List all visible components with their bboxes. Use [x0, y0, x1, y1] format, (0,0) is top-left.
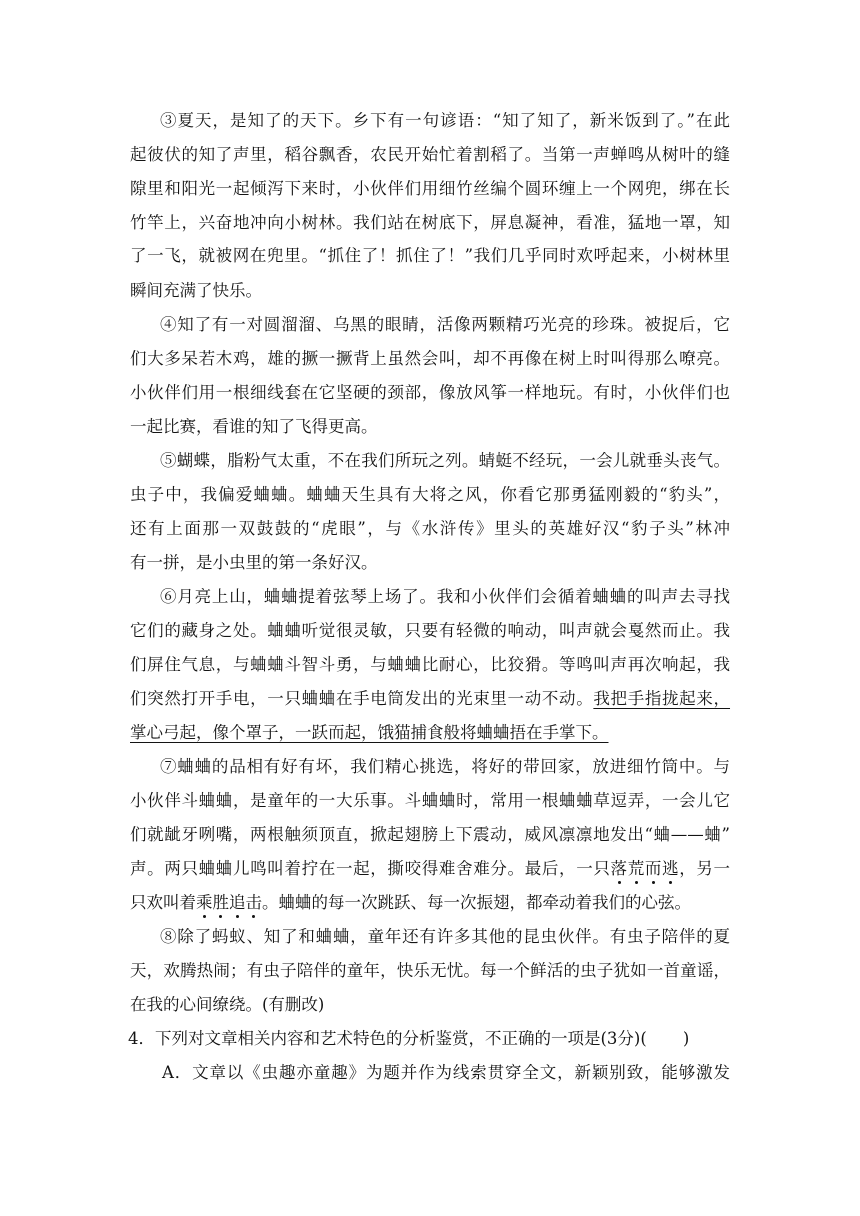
underlined-sentence-part-2: 掌心弓起，像个罩子，一跃而起，饿猫捕食般将蛐蛐捂在手掌下。: [130, 723, 609, 742]
dotted-phrase-1: [611, 859, 680, 878]
paragraph-6-line-2: 它们的藏身之处。蛐蛐听觉很灵敏，只要有轻微的响动，叫声就会戛然而止。我: [130, 621, 730, 640]
paragraph-7-line-5-head: 只欢叫着: [130, 893, 196, 912]
emphasis-dot-char: 落: [610, 859, 628, 878]
paragraph-4-line-1: ④知了有一对圆溜溜、乌黑的眼睛，活像两颗精巧光亮的珍珠。被捉后，它: [160, 315, 730, 334]
paragraph-3-line-1: ③夏天，是知了的天下。乡下有一句谚语：“知了知了，新米饭到了。”在此: [160, 111, 730, 130]
paragraph-3-line-5: 了一飞，就被网在兜里。“抓住了！抓住了！”我们几乎同时欢呼起来，小树林里: [130, 246, 730, 265]
paragraph-5-line-4: 有一拼，是小虫里的第一条好汉。: [130, 553, 378, 572]
paragraph-7-line-4-text: 声。两只蛐蛐儿鸣叫着拧在一起，撕咬得难舍难分。最后，一只: [130, 859, 611, 878]
paragraph-6-line-4-text: 们突然打开手电，一只蛐蛐在手电筒发出的光束里一动不动。: [130, 689, 594, 708]
question-4-option-a: A．文章以《虫趣亦童趣》为题并作为线索贯穿全文，新颖别致，能够激发: [162, 1063, 730, 1082]
emphasis-dot-char: 逃: [662, 859, 680, 878]
paragraph-7-line-2: 小伙伴斗蛐蛐，是童年的一大乐事。斗蛐蛐时，常用一根蛐蛐草逗弄，一会儿它: [130, 791, 730, 810]
paragraph-7-line-3: 们就龇牙咧嘴，两根触须顶直，掀起翅膀上下震动，威风凛凛地发出“蛐——蛐”: [130, 825, 730, 844]
question-4-close-paren: ): [682, 1029, 690, 1048]
emphasis-dot-char: 击: [245, 893, 262, 912]
emphasis-dot-char: 追: [229, 893, 246, 912]
paragraph-5-line-3: 还有上面那一双鼓鼓的“虎眼”，与《水浒传》里头的英雄好汉“豹子头”林冲: [130, 519, 730, 538]
paragraph-3-line-2: 起彼伏的知了声里，稻谷飘香，农民开始忙着割稻了。当第一声蝉鸣从树叶的缝: [130, 145, 730, 164]
paragraph-7-line-4-tail: ，另一: [679, 859, 731, 878]
paragraph-5-line-2: 虫子中，我偏爱蛐蛐。蛐蛐天生具有大将之风，你看它那勇猛刚毅的“豹头”，: [130, 485, 730, 504]
emphasis-dot-char: 乘: [196, 893, 213, 912]
paragraph-4-line-3: 小伙伴们用一根细线套在它坚硬的颈部，像放风筝一样地玩。有时，小伙伴们也: [130, 383, 730, 402]
paragraph-8-line-2: 天，欢腾热闹；有虫子陪伴的童年，快乐无忧。每一个鲜活的虫子犹如一首童谣，: [130, 961, 730, 980]
question-4-text: 4．下列对文章相关内容和艺术特色的分析鉴赏，不正确的一项是(3分)(: [128, 1029, 647, 1048]
paragraph-8-line-1: ⑧除了蚂蚁、知了和蛐蛐，童年还有许多其他的昆虫伙伴。有虫子陪伴的夏: [160, 927, 730, 946]
paragraph-7-line-1: ⑦蛐蛐的品相有好有坏，我们精心挑选，将好的带回家，放进细竹筒中。与: [160, 757, 730, 776]
paragraph-7-line-5: [130, 893, 730, 913]
paragraph-3-line-6: 瞬间充满了快乐。: [130, 281, 262, 300]
paragraph-4-line-2: 们大多呆若木鸡，雄的撅一撅背上虽然会叫，却不再像在树上时叫得那么嘹亮。: [130, 349, 730, 368]
paragraph-8-line-3: 在我的心间缭绕。(有删改): [130, 995, 325, 1014]
paragraph-3-line-3: 隙里和阳光一起倾泻下来时，小伙伴们用细竹丝编个圆环缠上一个网兜，绑在长: [130, 179, 730, 198]
paragraph-6-line-4: [130, 689, 730, 709]
emphasis-dot-char: 而: [644, 859, 663, 878]
paragraph-6-line-1: ⑥月亮上山，蛐蛐提着弦琴上场了。我和小伙伴们会循着蛐蛐的叫声去寻找: [160, 587, 730, 606]
paragraph-7-line-5-tail: 。蛐蛐的每一次跳跃、每一次振翅，都牵动着我们的心弦。: [262, 893, 691, 912]
question-4-stem: [128, 1029, 689, 1049]
emphasis-dot-char: 胜: [212, 893, 229, 912]
paragraph-7-line-4: [130, 859, 730, 879]
underlined-sentence-part-1: 我把手指拢起来，: [593, 689, 731, 708]
paragraph-4-line-4: 一起比赛，看谁的知了飞得更高。: [130, 417, 378, 436]
paragraph-6-line-5: [130, 723, 730, 743]
emphasis-dot-char: 荒: [627, 859, 645, 878]
paragraph-3-line-4: 竹竿上，兴奋地冲向小树林。我们站在树底下，屏息凝神，看准，猛地一罩，知: [130, 213, 730, 232]
paragraph-5-line-1: ⑤蝴蝶，脂粉气太重，不在我们所玩之列。蜻蜓不经玩，一会儿就垂头丧气。: [160, 451, 730, 470]
dotted-phrase-2: [196, 893, 262, 912]
paragraph-6-line-3: 们屏住气息，与蛐蛐斗智斗勇，与蛐蛐比耐心，比狡猾。等鸣叫声再次响起，我: [130, 655, 730, 674]
